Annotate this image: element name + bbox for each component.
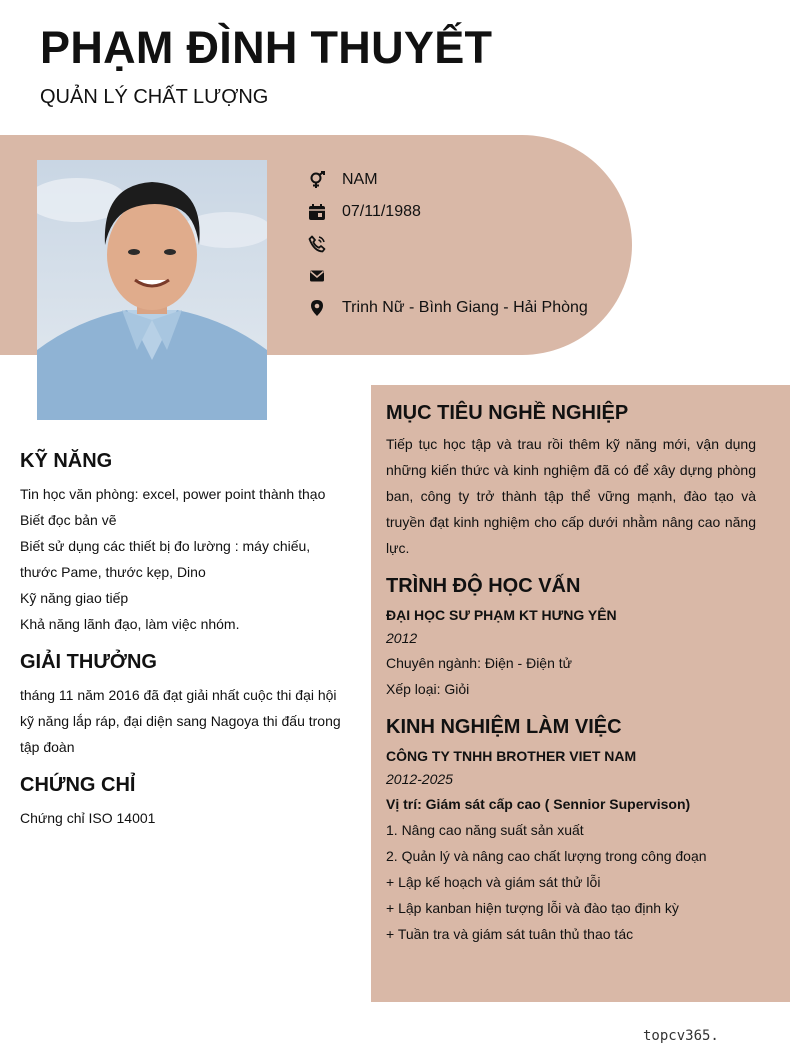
objective-text: Tiếp tục học tập và trau rồi thêm kỹ năng mới, vận dụng những kiến thức và kinh nghiệm đã có để xây dựng phòng ban, công ty trở thành tập thể vững mạnh, đào tạo và truyền đạt kinh nghiệm cho cấp dưới nhằm nâng cao năng lực. [386, 436, 756, 556]
position-title: Vị trí: Giám sát cấp cao ( Sennior Supervison) [386, 796, 691, 812]
skill-item: Biết sử dụng các thiết bị đo lường : máy chiếu, thước Pame, thước kẹp, Dino [20, 538, 311, 580]
awards-title: GIẢI THƯỞNG [20, 651, 157, 673]
skill-item: Tin học văn phòng: excel, power point thành thạo [20, 486, 326, 502]
experience-title: KINH NGHIỆM LÀM VIỆC [386, 716, 622, 738]
duty-item: + Lập kanban hiện tượng lỗi và đào tạo định kỳ [386, 900, 679, 916]
info-row-birthday [308, 196, 618, 228]
phone-icon [308, 235, 326, 253]
certificate-text: Chứng chỉ ISO 14001 [20, 810, 156, 826]
education-section [386, 575, 756, 702]
location-pin-icon [308, 299, 326, 317]
candidate-name: PHẠM ĐÌNH THUYẾT [40, 22, 493, 73]
skill-item: Biết đọc bản vẽ [20, 512, 117, 528]
gender-icon [308, 171, 326, 189]
duty-item: 1. Nâng cao năng suất sản xuất [386, 822, 584, 838]
address-text: Trinh Nữ - Bình Giang - Hải Phòng [342, 299, 588, 316]
skills-section [20, 450, 350, 637]
experience-period: 2012-2025 [386, 771, 453, 787]
profile-photo [37, 160, 267, 420]
education-major: Chuyên ngành: Điện - Điện tử [386, 655, 573, 671]
info-row-email [308, 260, 618, 292]
company-name: CÔNG TY TNHH BROTHER VIET NAM [386, 748, 637, 764]
calendar-icon [308, 203, 326, 221]
left-column [20, 450, 350, 845]
award-text: tháng 11 năm 2016 đã đạt giải nhất cuộc thi đại hội kỹ năng lắp ráp, đại diện sang Nagoya thi đấu trong tập đoàn [20, 687, 341, 755]
job-title: QUẢN LÝ CHẤT LƯỢNG [40, 86, 269, 108]
objective-section [386, 402, 756, 561]
skills-title: KỸ NĂNG [20, 450, 113, 472]
school-name: ĐẠI HỌC SƯ PHẠM KT HƯNG YÊN [386, 607, 617, 623]
email-icon [308, 267, 326, 285]
watermark: topcv365. [643, 1028, 719, 1044]
skill-item: Kỹ năng giao tiếp [20, 590, 129, 606]
certificates-section [20, 774, 350, 831]
info-row-gender [308, 164, 618, 196]
awards-section [20, 651, 350, 760]
education-grade: Xếp loại: Giỏi [386, 681, 470, 697]
gender-text: NAM [342, 171, 378, 188]
objective-title: MỤC TIÊU NGHỀ NGHIỆP [386, 402, 629, 424]
education-title: TRÌNH ĐỘ HỌC VẤN [386, 575, 581, 597]
duty-item: + Lập kế hoạch và giám sát thử lỗi [386, 874, 601, 890]
birthday-text: 07/11/1988 [342, 203, 421, 220]
duty-item: 2. Quản lý và nâng cao chất lượng trong công đoạn [386, 848, 707, 864]
experience-section [386, 716, 756, 947]
personal-info [308, 164, 618, 324]
duty-item: + Tuần tra và giám sát tuân thủ thao tác [386, 926, 634, 942]
right-panel [371, 385, 790, 1002]
skill-item: Khả năng lãnh đạo, làm việc nhóm. [20, 616, 240, 632]
education-year: 2012 [386, 630, 418, 646]
certificates-title: CHỨNG CHỈ [20, 774, 136, 796]
info-row-phone [308, 228, 618, 260]
info-row-address [308, 292, 618, 324]
portrait-image [37, 160, 267, 420]
